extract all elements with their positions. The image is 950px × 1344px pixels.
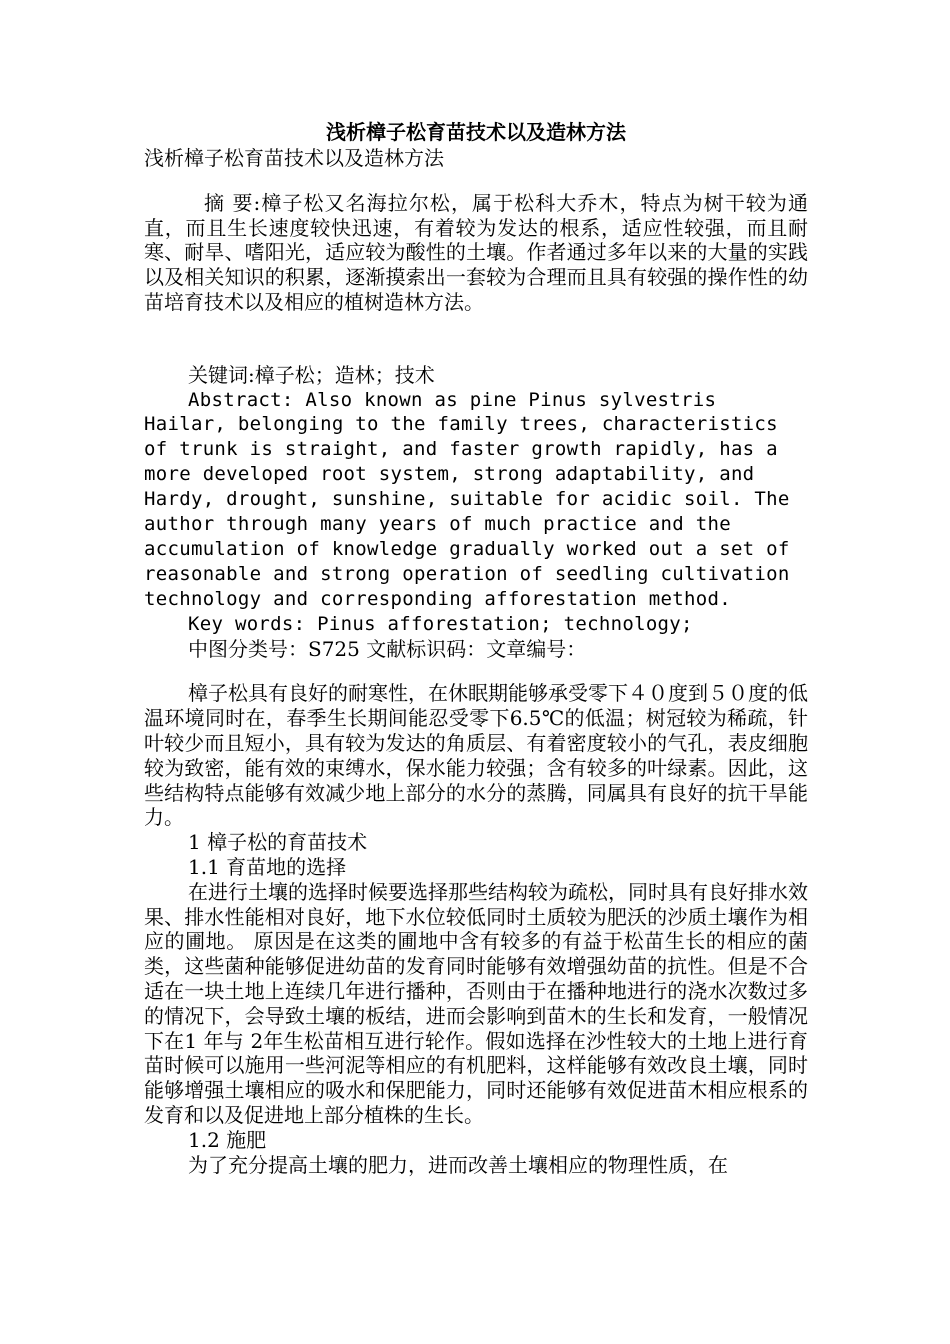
document-title: 浅析樟子松育苗技术以及造林方法	[326, 120, 626, 144]
abstract-chinese: 摘 要:樟子松又名海拉尔松，属于松科大乔木，特点为树干较为通直，而且生长速度较快迅速，有着较为发达的根系，适应性较强，而且耐寒、耐旱、嗜阳光，适应较为酸性的土壤。作者通过多年以来的大量的实践以及相关知识的积累，逐渐摸索出一套较为合理而且具有较强的操作性的幼苗培育技术以及相应的植树造林方法。	[144, 190, 808, 314]
spacer	[144, 315, 808, 363]
spacer	[144, 171, 808, 191]
section-heading-1-2: 1.2 施肥	[188, 1127, 267, 1152]
intro-paragraph: 樟子松具有良好的耐寒性，在休眠期能够承受零下４０度到５０度的低温环境同时在，春季生长期间能忍受零下6.5℃的低温；树冠较为稀疏，针叶较少而且短小，具有较为发达的角质层、有着密度较小的气孔，表皮细胞较为致密，能有效的束缚水，保水能力较强；含有较多的叶绿素。因此，这些结构特点能够有效减少地上部分的水分的蒸腾，同属具有良好的抗干旱能力。	[144, 681, 808, 830]
keywords-english: Key words: Pinus afforestation; technology;	[188, 612, 693, 635]
paragraph-1-2: 为了充分提高土壤的肥力，进而改善土壤相应的物理性质，在	[188, 1152, 728, 1177]
spacer	[144, 661, 808, 681]
keywords-chinese: 关键词:樟子松；造林；技术	[188, 362, 435, 387]
paragraph-1-1: 在进行土壤的选择时候要选择那些结构较为疏松，同时具有良好排水效果、排水性能相对良好，地下水位较低同时土质较为肥沃的沙质土壤作为相应的圃地。 原因是在这类的圃地中含有较多的有益于松苗生长的相应的菌类，这些菌种能够促进幼苗的发育同时能够有效增强幼苗的抗性。但是不合适在一块土地上连续几年进行播种，否则由于在播种地进行的浇水次数过多的情况下，会导致土壤的板结，进而会影响到苗木的生长和发育，一般情况下在1 年与 2年生松苗相互进行轮作。假如选择在沙性较大的土地上进行育苗时候可以施用一些河泥等相应的有机肥料，这样能够有效改良土壤，同时能够增强土壤相应的吸水和保肥能力，同时还能够有效促进苗木相应根系的发育和以及促进地上部分植株的生长。	[144, 879, 808, 1127]
classification-line: 中图分类号：S725 文献标识码：文章编号：	[188, 636, 587, 661]
document-subtitle: 浅析樟子松育苗技术以及造林方法	[144, 146, 444, 170]
document-page	[144, 118, 808, 1177]
section-heading-1-1: 1.1 育苗地的选择	[188, 855, 347, 880]
abstract-english: Abstract: Also known as pine Pinus sylvestris Hailar, belonging to the family trees, characteristics of trunk is straight, and faster growth rapidly, has a more developed root system, strong adaptability, and Hardy, drought, sunshine, suitable for acidic soil. The author through many years of much practice and the accumulation of knowledge gradually worked out a set of reasonable and strong operation of seedling cultivation technology and corresponding afforestation method.	[144, 388, 790, 610]
section-heading-1: 1 樟子松的育苗技术	[188, 830, 368, 855]
